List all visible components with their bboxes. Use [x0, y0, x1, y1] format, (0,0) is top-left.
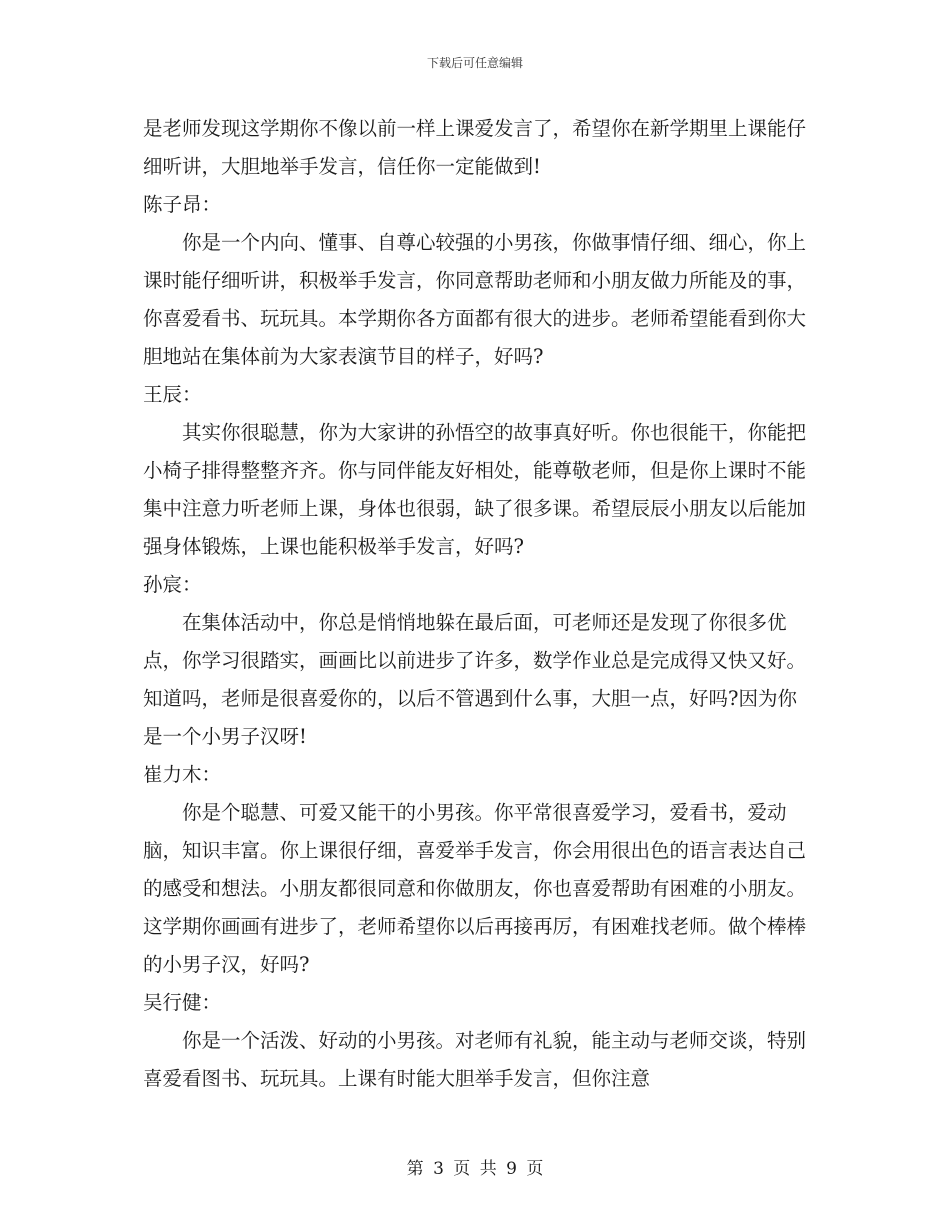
- document-body: [143, 110, 808, 1098]
- comment-paragraph: 其实你很聪慧，你为大家讲的孙悟空的故事真好听。你也很能干，你能把小椅子排得整整齐齐。你与同伴能友好相处，能尊敬老师，但是你上课时不能集中注意力听老师上课，身体也很弱，缺了很多课。希望辰辰小朋友以后能加强身体锻炼，上课也能积极举手发言，好吗?: [143, 421, 807, 558]
- comment-paragraph: 在集体活动中，你总是悄悄地躲在最后面，可老师还是发现了你很多优点，你学习很踏实，画画比以前进步了许多，数学作业总是完成得又快又好。知道吗，老师是很喜爱你的，以后不管遇到什么事，大胆一点，好吗?因为你是一个小男子汉呀!: [143, 611, 807, 748]
- page-number-footer: 第 3 页 共 9 页: [406, 1159, 544, 1179]
- comment-paragraph: 你是个聪慧、可爱又能干的小男孩。你平常很喜爱学习，爱看书，爱动脑，知识丰富。你上课很仔细，喜爱举手发言，你会用很出色的语言表达自己的感受和想法。小朋友都很同意和你做朋友，你也喜爱帮助有困难的小朋友。这学期你画画有进步了，老师希望你以后再接再厉，有困难找老师。做个棒棒的小男子汉，好吗?: [143, 801, 807, 976]
- student-name-heading: 孙宸：: [143, 573, 202, 596]
- student-name-heading: 王辰：: [143, 383, 202, 406]
- student-name-heading: 吴行健：: [143, 991, 222, 1014]
- student-name-heading: 崔力木：: [143, 763, 222, 786]
- comment-paragraph: 你是一个内向、懂事、自尊心较强的小男孩，你做事情仔细、细心，你上课时能仔细听讲，积极举手发言，你同意帮助老师和小朋友做力所能及的事，你喜爱看书、玩玩具。本学期你各方面都有很大的进步。老师希望能看到你大胆地站在集体前为大家表演节目的样子，好吗?: [143, 231, 807, 368]
- student-name-heading: 陈子昂：: [143, 193, 222, 216]
- page-header: 下载后可任意编辑: [426, 56, 523, 70]
- paragraph-continued: 是老师发现这学期你不像以前一样上课爱发言了，希望你在新学期里上课能仔细听讲，大胆地举手发言，信任你一定能做到!: [143, 117, 807, 178]
- comment-paragraph: 你是一个活泼、好动的小男孩。对老师有礼貌，能主动与老师交谈，特别喜爱看图书、玩玩具。上课有时能大胆举手发言，但你注意: [143, 1029, 807, 1090]
